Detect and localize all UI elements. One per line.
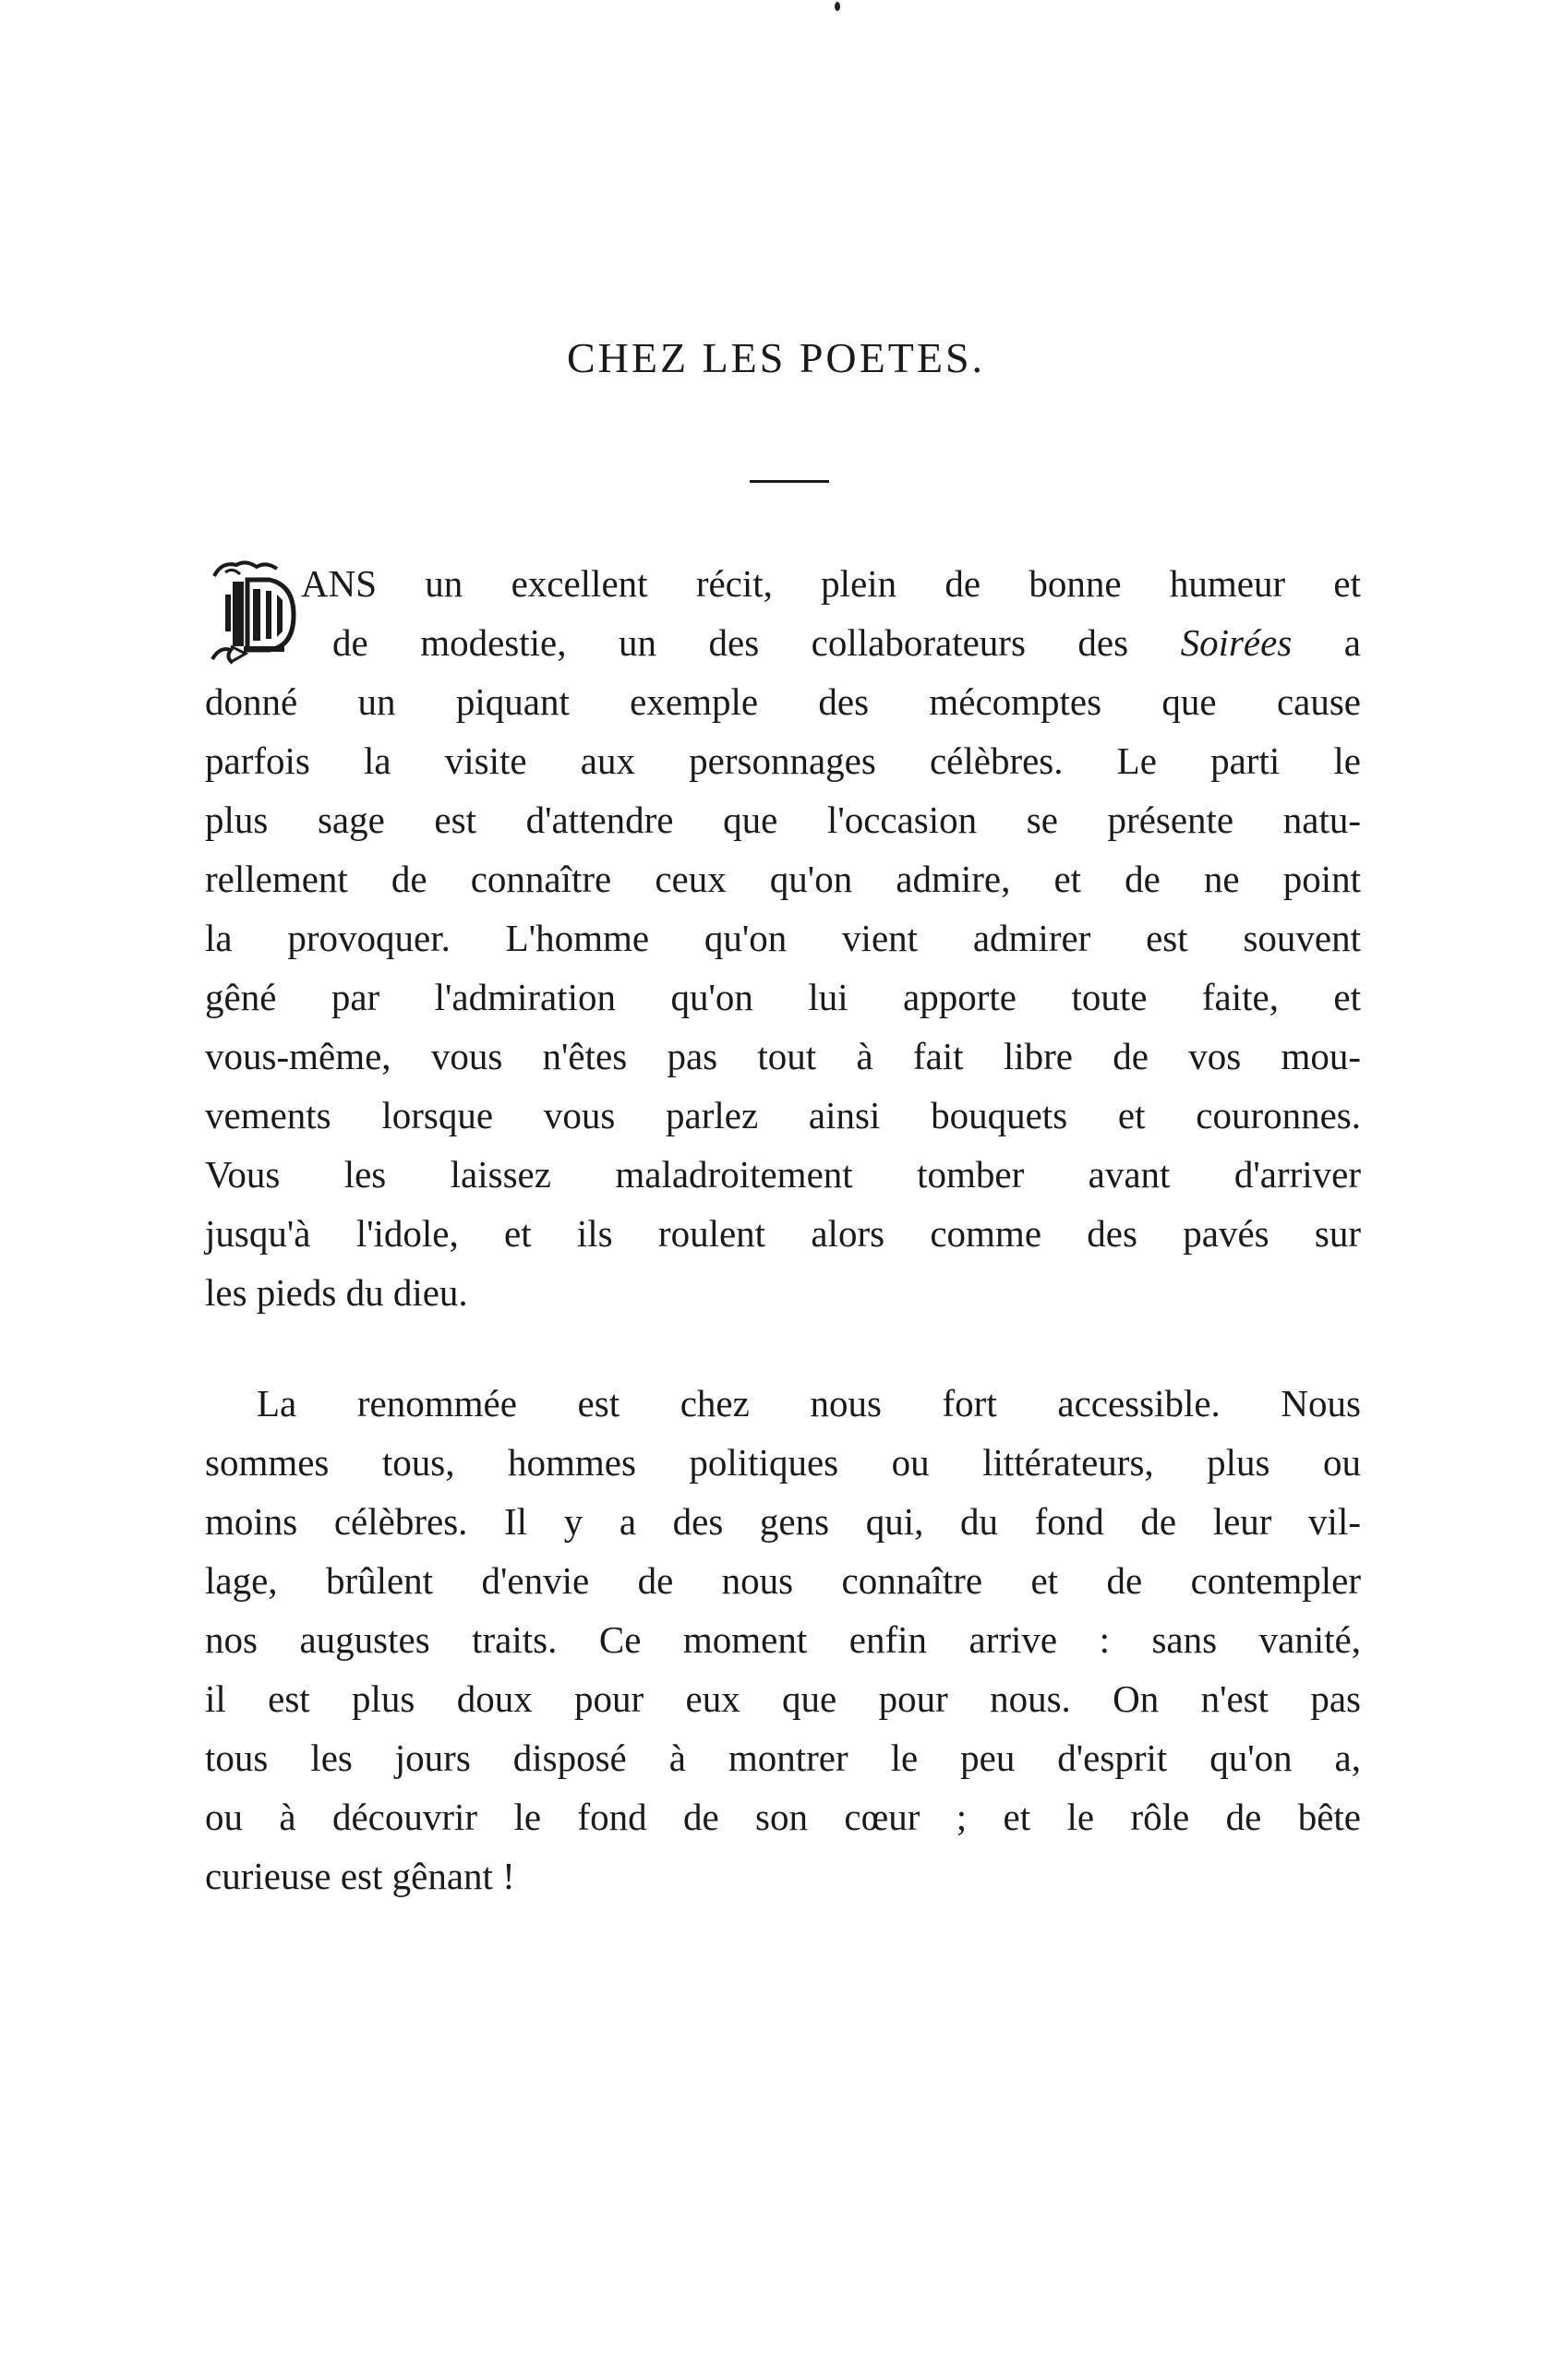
text-line: la provoquer. L'homme qu'on vient admirer est souvent xyxy=(205,917,1361,959)
text-line: ANS un excellent récit, plein de bonne humeur et xyxy=(301,562,1361,605)
text-line: jusqu'à l'idole, et ils roulent alors comme des pavés sur xyxy=(205,1212,1361,1255)
text-line: moins célèbres. Il y a des gens qui, du fond de leur vil- xyxy=(205,1500,1361,1543)
text-line: Vous les laissez maladroitement tomber avant d'arriver xyxy=(205,1153,1361,1196)
text-line: vous-même, vous n'êtes pas tout à fait libre de vos mou- xyxy=(205,1035,1361,1077)
text-line: sommes tous, hommes politiques ou littérateurs, plus ou xyxy=(205,1441,1361,1484)
text-line: nos augustes traits. Ce moment enfin arrive : sans vanité, xyxy=(205,1618,1361,1661)
text-line: rellement de connaître ceux qu'on admire, et de ne point xyxy=(205,858,1361,900)
text-line: gêné par l'admiration qu'on lui apporte toute faite, et xyxy=(205,976,1361,1018)
ink-speck xyxy=(835,2,840,11)
title-rule xyxy=(750,480,829,483)
text-line: il est plus doux pour eux que pour nous. On n'est pas xyxy=(205,1677,1361,1720)
text-line: La renommée est chez nous fort accessible. Nous xyxy=(257,1382,1361,1424)
text-line: ou à découvrir le fond de son cœur ; et le rôle de bête xyxy=(205,1796,1361,1838)
page-title: CHEZ LES POETES. xyxy=(566,334,986,381)
italic-title: Soirées xyxy=(1180,621,1293,664)
text-line: plus sage est d'attendre que l'occasion se présente natu- xyxy=(205,799,1361,841)
text-line: parfois la visite aux personnages célèbres. Le parti le xyxy=(205,739,1361,782)
paragraph-2 xyxy=(205,1374,1361,1905)
text-line: vements lorsque vous parlez ainsi bouquets et couronnes. xyxy=(205,1094,1361,1136)
text-line: lage, brûlent d'envie de nous connaître et de contempler xyxy=(205,1559,1361,1602)
text-line: de modestie, un des collaborateurs des Soirées a xyxy=(332,621,1361,664)
paragraph-1 xyxy=(205,554,1361,1322)
text-line: tous les jours disposé à montrer le peu d'esprit qu'on a, xyxy=(205,1737,1361,1779)
text-line: donné un piquant exemple des mécomptes que cause xyxy=(205,680,1361,723)
text-line: curieuse est gênant ! xyxy=(205,1855,515,1897)
text-line: les pieds du dieu. xyxy=(205,1271,468,1314)
